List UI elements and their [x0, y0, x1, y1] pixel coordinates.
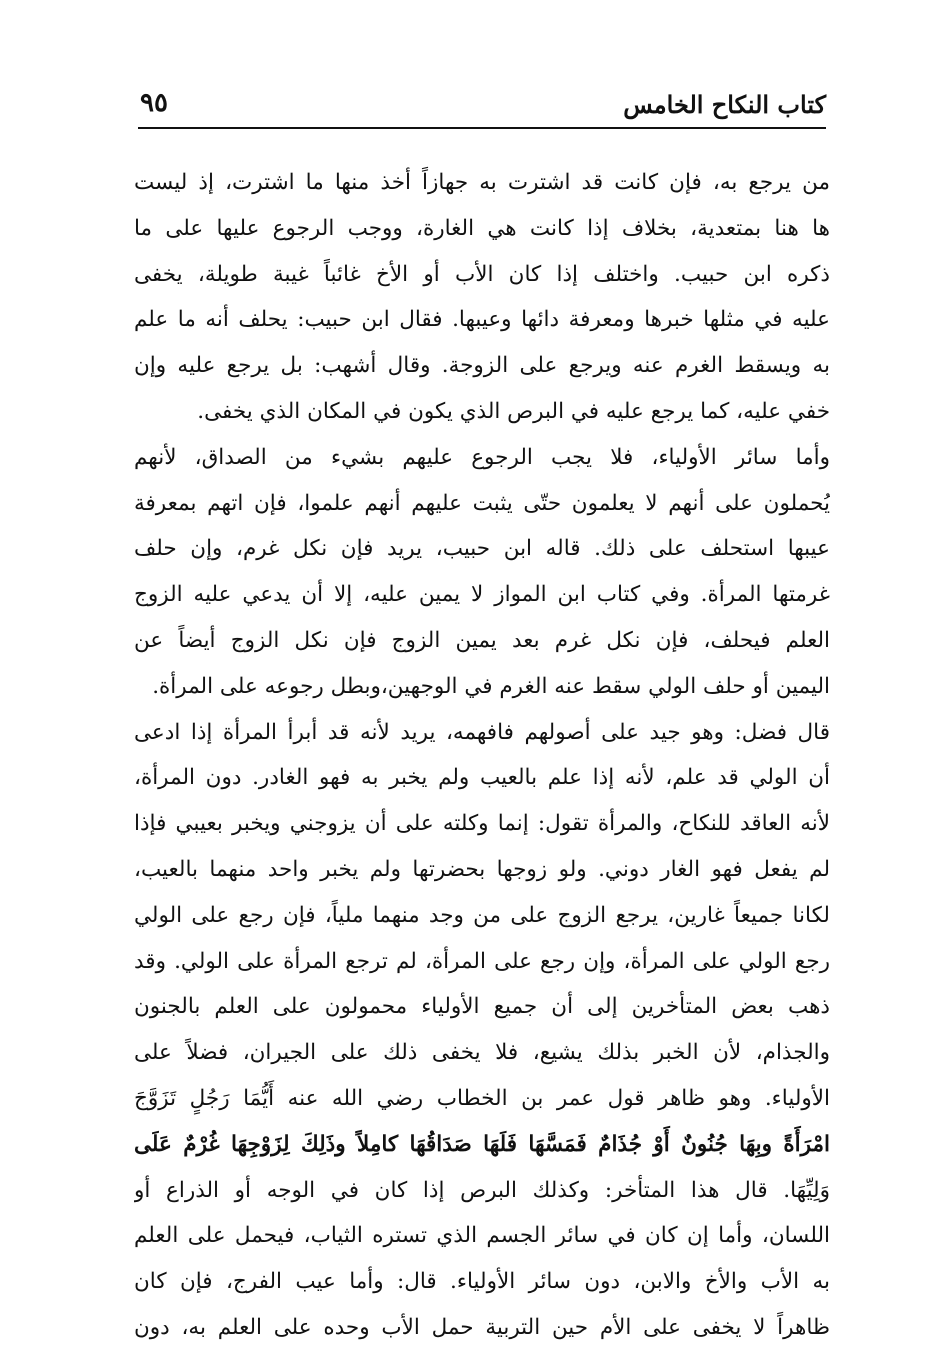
text-line: رجع الولي على المرأة، وإن رجع على المرأة، لم ترجع المرأة على الولي. وقد — [134, 948, 830, 974]
text-line: الأولياء. وهو ظاهر قول عمر بن الخطاب رضي الله عنه أَيُّمَا رَجُلٍ تَزَوَّجَ — [134, 1085, 830, 1111]
text-line: اليمين أو حلف الولي سقط عنه الغرم في الوجهين،وبطل رجوعه على المرأة. — [152, 673, 830, 699]
text-line: لكانا جميعاً غارين، يرجع الزوج على من وجد منهما ملياً، فإن رجع على الولي — [134, 902, 830, 928]
text-line: قال فضل: وهو جيد على أصولهم فافهمه، يريد لأنه قد أبرأ المرأة إذا ادعى — [134, 719, 830, 745]
text-line: به ويسقط الغرم عنه ويرجع على الزوجة. وقال أشهب: بل يرجع عليه وإن — [134, 353, 830, 379]
text-line: العلم فيحلف، فإن نكل غرم بعد يمين الزوج فإن نكل الزوج أيضاً عن — [134, 627, 830, 653]
page-number: ٩٥ — [140, 88, 168, 118]
text-line: غرمتها المرأة. وفي كتاب ابن المواز لا يمين عليه، إلا أن يدعي عليه الزوج — [134, 582, 830, 608]
text-line: أن الولي قد علم، لأنه إذا علم بالعيب ولم يخبر به فهو الغادر. دون المرأة، — [134, 765, 830, 791]
text-line: اللسان، وأما إن كان في سائر الجسم الذي تستره الثياب، فيحمل على العلم — [134, 1223, 830, 1249]
body-text — [134, 160, 830, 1351]
text-line: والجذام، لأن الخبر بذلك يشيع، فلا يخفى ذلك على الجيران، فضلاً على — [134, 1040, 830, 1066]
text-line: خفي عليه، كما يرجع عليه في البرص الذي يكون في المكان الذي يخفى. — [197, 398, 830, 424]
text-line: وأما سائر الأولياء، فلا يجب الرجوع عليهم بشيء من الصداق، لأنهم — [134, 444, 830, 470]
text-line: يُحملون على أنهم لا يعلمون حتّى يثبت عليهم أنهم علموا، فإن اتهم بمعرفة — [134, 490, 830, 516]
text-line: ها هنا بمتعدية، بخلاف إذا كانت هي الغارة، ووجب الرجوع عليها على ما — [134, 215, 830, 241]
text-line: ذهب بعض المتأخرين إلى أن جميع الأولياء محمولون على العلم بالجنون — [134, 994, 830, 1020]
text-line: وَلِيِّهَا. قال هذا المتأخر: وكذلك البرص إذا كان في الوجه أو الذراع أو — [134, 1177, 830, 1203]
running-title: كتاب النكاح الخامس — [623, 90, 826, 119]
text-line: من يرجع به، فإن كانت قد اشترت به جهازاً أخذ منها ما اشترت، إذ ليست — [134, 170, 830, 195]
text-line: ظاهراً لا يخفى على الأم حين التربية حمل الأب وحده على العلم به، دون — [134, 1314, 830, 1340]
text-line: لم يفعل فهو الغار دوني. ولو زوجها بحضرتها ولم يخبر واحد منهما بالعيب، — [134, 856, 830, 882]
running-header — [138, 86, 826, 126]
text-line: لأنه العاقد للنكاح، والمرأة تقول: إنما وكلته على أن يزوجني ويخبر بعيبي فإذا — [134, 811, 830, 837]
text-line: ذكره ابن حبيب. واختلف إذا كان الأب أو الأخ غائباً غيبة طويلة، يخفى — [134, 261, 830, 287]
text-line: به الأب والأخ والابن، دون سائر الأولياء. قال: وأما عيب الفرج، فإن كان — [134, 1269, 830, 1295]
text-line: عيبها استحلف على ذلك. قاله ابن حبيب، يريد فإن نكل غرم، وإن حلف — [134, 536, 830, 562]
header-rule — [138, 127, 826, 129]
text-line: عليه في مثلها خبرها ومعرفة دائها وعيبها. فقال ابن حبيب: يحلف أنه ما علم — [134, 307, 830, 333]
hadith-quote-line: امْرَأَةً وبِهَا جُنُونٌ أَوْ جُذَامٌ فَمَسَّهَا فَلَهَا صَدَاقُهَا كامِلاً وذَلِكَ لِزَوْجِهَا غُرْمٌ عَلَى — [134, 1131, 830, 1157]
